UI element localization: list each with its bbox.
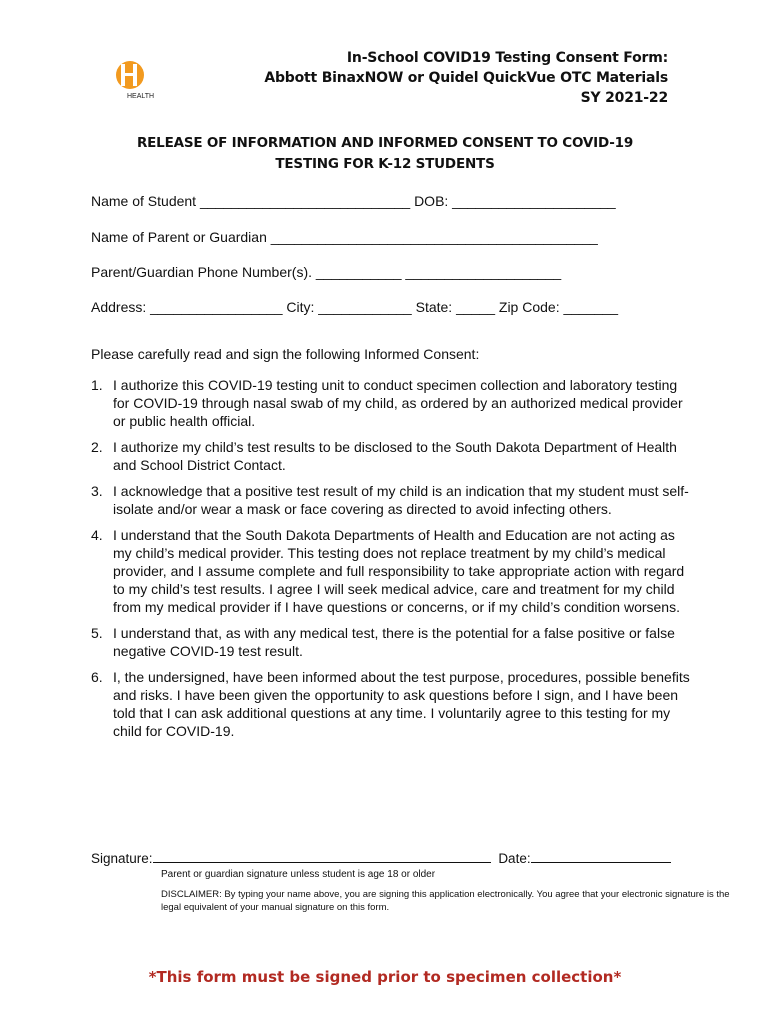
signature-input[interactable]: [153, 850, 491, 863]
guardian-name-field[interactable]: Name of Parent or Guardian __________________________________________: [91, 229, 598, 245]
consent-item: 6. I, the undersigned, have been informed about the test purpose, procedures, possible benefits and risks. I have been given the opportunity to ask questions before I sign, and I have been told that I can ask additional questions at any time. I voluntarily agree to this testing for my child for COVID-19.: [91, 669, 690, 739]
consent-item: 3. I acknowledge that a positive test result of my child is an indication that my student must self-isolate and/or wear a mask or face covering as directed to avoid infecting others.: [91, 483, 689, 517]
title-line-1: RELEASE OF INFORMATION AND INFORMED CONSENT TO COVID-19: [136, 135, 634, 151]
form-header: [264, 48, 668, 108]
date-input[interactable]: [531, 850, 671, 863]
student-name-dob-field[interactable]: Name of Student ___________________________ DOB: _____________________: [91, 193, 616, 209]
date-label: Date:: [498, 851, 531, 866]
ch-health-logo: [100, 58, 156, 100]
address-field[interactable]: Address: _________________ City: ____________ State: _____ Zip Code: _______: [91, 299, 618, 315]
consent-item: 1. I authorize this COVID-19 testing unit to conduct specimen collection and laboratory testing for COVID-19 through nasal swab of my child, as ordered by an authorized medical provider or public health official.: [91, 377, 683, 429]
consent-item: 4. I understand that the South Dakota Departments of Health and Education are not acting as my child’s medical provider. This testing does not replace treatment by my child’s medical provider, and I assume complete and full responsibility to take appropriate action with regard to my child’s test results. I agree I will seek medical advice, care and treatment for my child from my medical provider if I have questions or concerns, or if my child’s condition worsens.: [91, 527, 685, 615]
signature-note: Parent or guardian signature unless student is age 18 or older: [161, 869, 436, 880]
header-line-2: Abbott BinaxNOW or Quidel QuickVue OTC Materials: [264, 70, 668, 86]
footer-notice: *This form must be signed prior to specimen collection*: [148, 968, 622, 986]
page-title: [0, 133, 770, 175]
header-line-3: SY 2021-22: [580, 90, 668, 106]
consent-item: 2. I authorize my child’s test results to be disclosed to the South Dakota Department of Health and School District Contact.: [91, 439, 677, 473]
signature-row: [91, 850, 671, 866]
signature-label: Signature:: [91, 851, 153, 866]
consent-list: [91, 376, 691, 748]
header-line-1: In-School COVID19 Testing Consent Form:: [346, 50, 668, 66]
title-line-2: TESTING FOR K-12 STUDENTS: [275, 156, 495, 172]
phone-number-field[interactable]: Parent/Guardian Phone Number(s). ___________ ____________________: [91, 264, 562, 280]
disclaimer: DISCLAIMER: By typing your name above, you are signing this application electronically. You agree that your electronic signature is the legal equivalent of your manual signature on this form.: [161, 889, 730, 913]
consent-item: 5. I understand that, as with any medical test, there is the potential for a false positive or false negative COVID-19 test result.: [91, 625, 675, 659]
logo-text: HEALTH: [127, 93, 155, 100]
consent-intro: Please carefully read and sign the following Informed Consent:: [91, 346, 480, 362]
